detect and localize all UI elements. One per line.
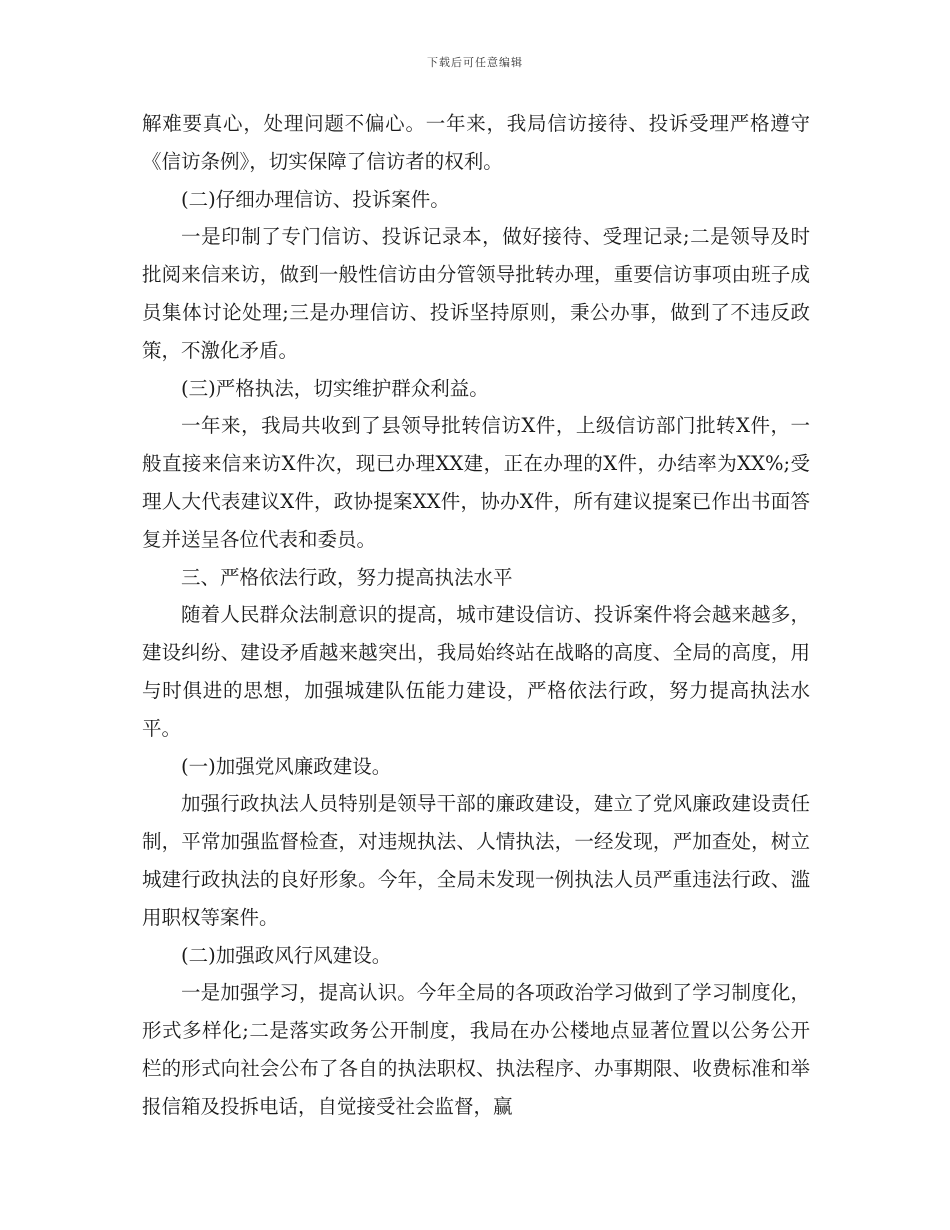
page-header-note: 下载后可任意编辑 [427,56,523,69]
section-heading-8: (一)加强党风廉政建设。 [181,754,392,778]
paragraph-11: 一是加强学习，提高认识。今年全局的各项政治学习做到了学习制度化，形式多样化;二是落实政务公开制度，我局在办公楼地点显著位置以公务公开栏的形式向社会公布了各自的执法职权、执法程序、办事期限、收费标准和举报信箱及投拆电话，自觉接受社会监督，赢 [142,981,810,1118]
section-heading-2: (二)仔细办理信访、投诉案件。 [181,187,450,211]
section-heading-4: (三)严格执法，切实维护群众利益。 [181,376,489,400]
document-body [142,105,810,1126]
chapter-heading-6: 三、严格依法行政，努力提高执法水平 [181,565,513,589]
paragraph-7: 随着人民群众法制意识的提高，城市建设信访、投诉案件将会越来越多，建设纠纷、建设矛盾越来越突出，我局始终站在战略的高度、全局的高度，用与时俱进的思想，加强城建队伍能力建设，严格依法行政，努力提高执法水平。 [142,603,810,740]
paragraph-1: 解难要真心，处理问题不偏心。一年来，我局信访接待、投诉受理严格遵守《信访条例》，切实保障了信访者的权利。 [142,112,810,173]
paragraph-9: 加强行政执法人员特别是领导干部的廉政建设，建立了党风廉政建设责任制，平常加强监督检查，对违规执法、人情执法，一经发现，严加查处，树立城建行政执法的良好形象。今年，全局未发现一例执法人员严重违法行政、滥用职权等案件。 [142,792,810,929]
paragraph-3: 一是印制了专门信访、投诉记录本，做好接待、受理记录;二是领导及时批阅来信来访，做到一般性信访由分管领导批转办理，重要信访事项由班子成员集体讨论处理;三是办理信访、投诉坚持原则，秉公办事，做到了不违反政策，不激化矛盾。 [142,225,810,362]
paragraph-5: 一年来，我局共收到了县领导批转信访X件，上级信访部门批转X件，一般直接来信来访X件次，现已办理XX建，正在办理的X件，办结率为XX%;受理人大代表建议X件，政协提案XX件，协办X件，所有建议提案已作出书面答复并送呈各位代表和委员。 [142,414,810,551]
section-heading-10: (二)加强政风行风建设。 [181,943,392,967]
